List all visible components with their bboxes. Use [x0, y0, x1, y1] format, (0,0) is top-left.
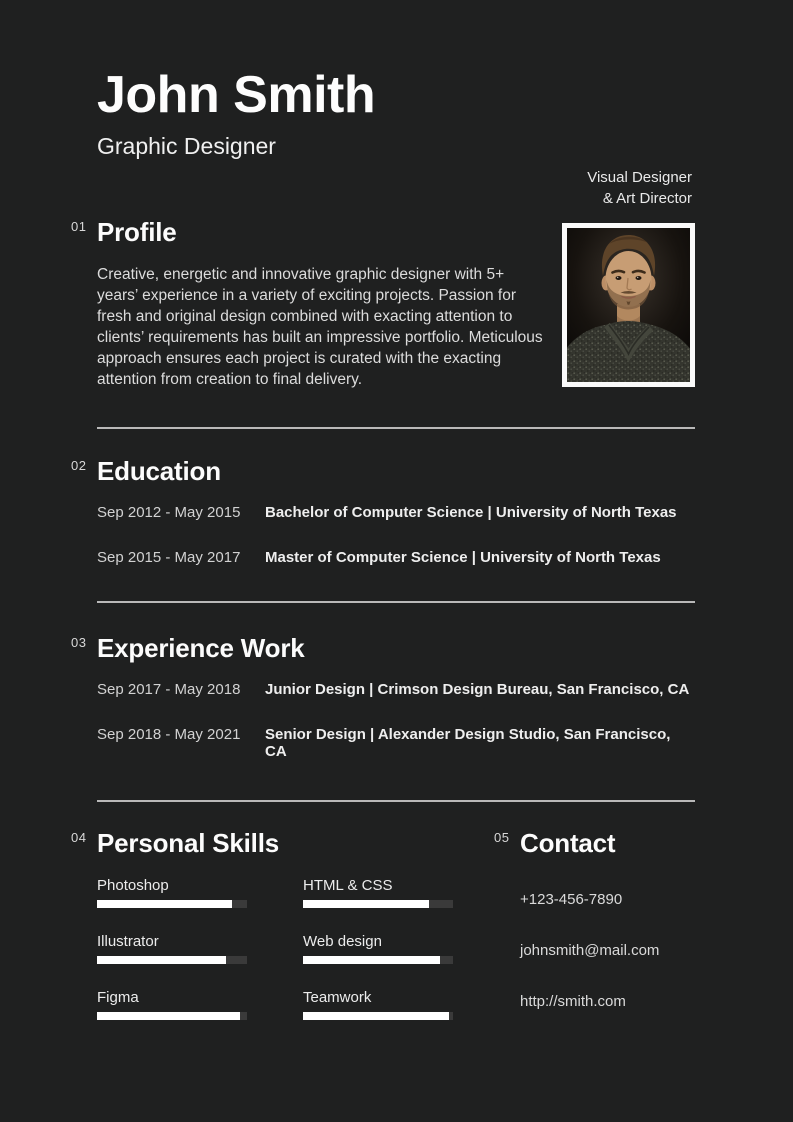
skill-label: Photoshop [97, 876, 169, 894]
skill-bar-fill [303, 900, 429, 908]
skill-item [303, 933, 453, 964]
profile-photo [562, 223, 695, 387]
section-number: 02 [71, 457, 87, 473]
experience-dates: Sep 2017 - May 2018 [97, 680, 241, 698]
person-job-title: Graphic Designer [97, 132, 276, 159]
skill-item [97, 933, 247, 964]
experience-position: Junior Design | Crimson Design Bureau, San Francisco, CA [265, 680, 690, 698]
education-degree: Master of Computer Science | University of North Texas [265, 548, 661, 566]
section-heading-skills: Personal Skills [97, 827, 279, 858]
education-dates: Sep 2012 - May 2015 [97, 503, 241, 521]
education-dates: Sep 2015 - May 2017 [97, 548, 241, 566]
section-heading-experience: Experience Work [97, 632, 305, 663]
profile-summary-text: Creative, energetic and innovative graphic designer with 5+ years’ experience in a variety of exciting projects. Passion for fresh and original design combined with exacting attention to clients’ requirements has built an impressive portfolio. Meticulous approach ensures each project is curated with the exacting attention from creation to final delivery. [97, 265, 543, 388]
section-number: 05 [494, 829, 510, 845]
section-heading-education: Education [97, 455, 221, 486]
skill-bar-fill [97, 956, 226, 964]
skill-item [303, 877, 453, 908]
skill-bar-track [97, 900, 247, 908]
skill-bar-track [303, 900, 453, 908]
experience-entry [97, 681, 695, 698]
skill-bar-fill [97, 900, 232, 908]
contact-phone: +123-456-7890 [520, 890, 623, 908]
skill-item [97, 989, 247, 1020]
skill-label: Illustrator [97, 932, 159, 950]
section-heading-contact: Contact [520, 827, 616, 858]
section-number: 01 [71, 218, 87, 234]
skill-label: HTML & CSS [303, 876, 393, 894]
profile-photo-image [567, 228, 690, 382]
divider [97, 427, 695, 429]
section-contact [494, 827, 695, 1045]
skill-bar-track [303, 956, 453, 964]
skill-bar-fill [303, 1012, 449, 1020]
tagline-line-1: Visual Designer [587, 169, 692, 186]
skill-bar-track [97, 956, 247, 964]
section-profile [71, 216, 695, 390]
person-name: John Smith [97, 66, 376, 124]
divider [97, 601, 695, 603]
section-education [71, 455, 695, 566]
skill-label: Figma [97, 988, 139, 1006]
skill-bar-fill [97, 1012, 240, 1020]
skill-label: Web design [303, 932, 382, 950]
section-heading-profile: Profile [97, 216, 177, 247]
divider [97, 800, 695, 802]
contact-email: johnsmith@mail.com [520, 941, 660, 959]
section-number: 04 [71, 829, 87, 845]
contact-website: http://smith.com [520, 992, 626, 1010]
skill-item [303, 989, 453, 1020]
skill-bar-track [97, 1012, 247, 1020]
experience-dates: Sep 2018 - May 2021 [97, 725, 241, 743]
section-experience [71, 632, 695, 760]
section-skills [71, 827, 517, 1045]
education-entry [97, 504, 695, 521]
skill-bar-fill [303, 956, 440, 964]
experience-entry [97, 726, 695, 760]
tagline-line-2: & Art Director [602, 190, 692, 207]
education-entry [97, 549, 695, 566]
skill-bar-track [303, 1012, 453, 1020]
section-number: 03 [71, 634, 87, 650]
experience-position: Senior Design | Alexander Design Studio, San Francisco, CA [265, 725, 671, 760]
education-degree: Bachelor of Computer Science | University of North Texas [265, 503, 677, 521]
tagline [587, 167, 692, 209]
skill-item [97, 877, 247, 908]
skill-label: Teamwork [303, 988, 372, 1006]
